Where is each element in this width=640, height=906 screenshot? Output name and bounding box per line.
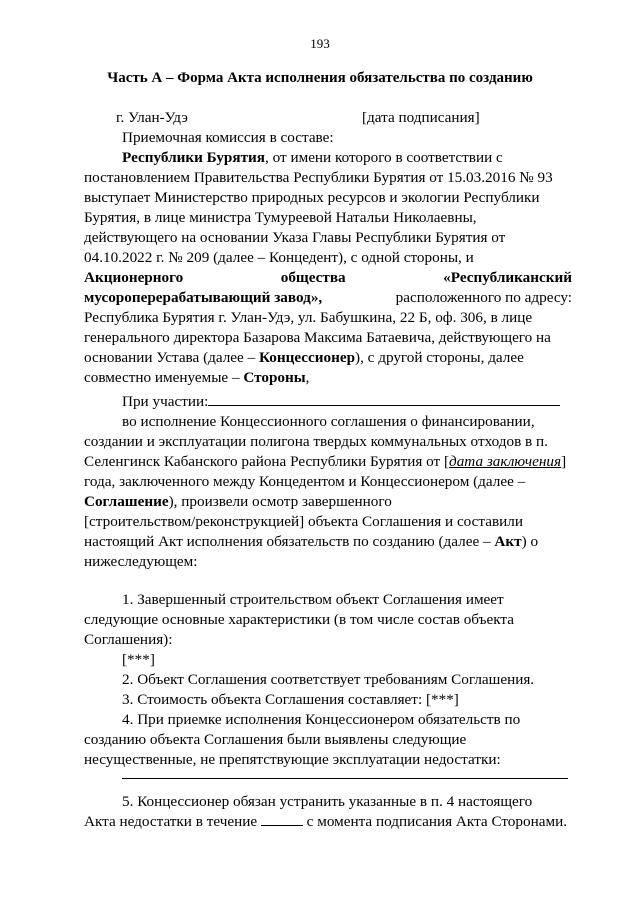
text-line: Соглашения): <box>84 631 173 648</box>
text-line <box>84 392 572 412</box>
text-run: ), произвели осмотр завершенного <box>168 493 392 510</box>
text-line <box>84 268 572 288</box>
defects-blank-line <box>122 778 568 779</box>
participation-label: При участии: <box>122 393 209 410</box>
text-run: основании Устава (далее – <box>84 349 259 366</box>
text-line: выступает Министерство природных ресурсов и экологии Республики <box>84 189 540 206</box>
text-line <box>84 368 572 388</box>
party-1-name: Республики Бурятия <box>122 149 266 166</box>
text-run: Концессионер <box>258 349 356 366</box>
text-line: 04.10.2022 г. № 209 (далее – Концедент), с одной стороны, и <box>84 249 474 266</box>
text-line: создании и эксплуатации полигона твердых коммунальных отходов в п. <box>84 433 548 450</box>
text-line: созданию объекта Соглашения были выявлены следующие <box>84 731 467 748</box>
text-run: общества <box>280 269 346 286</box>
text-line: во исполнение Концессионного соглашения о финансировании, <box>122 413 535 430</box>
commission-label: Приемочная комиссия в составе: <box>122 129 334 146</box>
participation-line <box>84 392 572 412</box>
commission-line <box>84 128 572 148</box>
text-line: [строительством/реконструкцией] объекта Соглашения и составили <box>84 513 523 530</box>
text-line <box>84 492 572 512</box>
text-line: действующего на основании Указа Главы Республики Бурятия от <box>84 229 506 246</box>
text-line <box>84 148 572 168</box>
text-line: постановлением Правительства Республики Бурятия от 15.03.2016 № 93 <box>84 169 553 186</box>
text-line <box>84 532 572 552</box>
text-segment <box>84 452 566 472</box>
text-run: Стороны <box>243 369 306 386</box>
text-run: совместно именуемые – <box>84 369 244 386</box>
text-segment <box>84 532 538 552</box>
text-run: мусороперерабатывающий завод», <box>84 289 323 306</box>
text-run: «Республиканский <box>443 269 572 286</box>
text-run: ), с другой стороны, далее <box>355 349 524 366</box>
text-line <box>84 452 572 472</box>
text-line: 3. Стоимость объекта Соглашения составляет: [***] <box>122 691 459 708</box>
text-run: Акционерного <box>84 269 184 286</box>
text-segment <box>84 348 524 368</box>
item-2 <box>84 670 572 690</box>
document-title: Часть А – Форма Акта исполнения обязательства по созданию <box>107 70 533 86</box>
conclusion-date-placeholder: дата заключения <box>449 453 562 470</box>
text-line: 4. При приемке исполнения Концессионером обязательств по <box>122 711 521 728</box>
text-run: ) о <box>521 533 539 550</box>
text-segment <box>84 492 392 512</box>
text-line: генерального директора Базарова Максима Батаевича, действующего на <box>84 329 551 346</box>
text-line <box>84 812 572 832</box>
page-number: 193 <box>310 36 330 51</box>
text-line: 1. Завершенный строительством объект Соглашения имеет <box>122 591 504 608</box>
paragraph-agreement <box>84 412 572 572</box>
item-1 <box>84 590 572 670</box>
text-run: расположенного по адресу: <box>395 289 572 306</box>
place: г. Улан-Удэ <box>116 109 188 126</box>
text-line <box>84 348 572 368</box>
text-run: Соглашение <box>84 493 169 510</box>
text-run: , от имени которого в соответствии с <box>265 149 503 166</box>
text-line: Бурятия, в лице министра Тумуреевой Натальи Николаевны, <box>84 209 477 226</box>
text-run: Акта недостатки в течение <box>84 813 261 830</box>
term-blank <box>261 825 303 826</box>
signing-date: [дата подписания] <box>362 109 480 126</box>
text-line <box>84 288 572 308</box>
text-line: следующие основные характеристики (в том числе состав объекта <box>84 611 514 628</box>
text-run: , <box>305 369 310 386</box>
text-run: с момента подписания Акта Сторонами. <box>302 813 567 830</box>
text-run: Селенгинск Кабанского района Республики Бурятия от [ <box>84 453 450 470</box>
item-1-placeholder: [***] <box>122 651 155 668</box>
text-line: несущественные, не препятствующие эксплуатации недостатки: <box>84 751 501 768</box>
text-line: 5. Концессионер обязан устранить указанные в п. 4 настоящего <box>122 793 533 810</box>
item-5 <box>84 792 572 832</box>
text-line: года, заключенного между Концедентом и Концессионером (далее – <box>84 473 526 490</box>
item-4 <box>84 710 572 770</box>
text-run: ] <box>561 453 567 470</box>
paragraph-parties <box>84 148 572 388</box>
text-segment <box>122 148 503 168</box>
text-line: Республика Бурятия г. Улан-Удэ, ул. Бабушкина, 22 Б, оф. 306, в лице <box>84 309 533 326</box>
text-line: 2. Объект Соглашения соответствует требованиям Соглашения. <box>122 671 535 688</box>
participation-blank <box>208 405 560 406</box>
item-3 <box>84 690 572 710</box>
text-run: Акт <box>494 533 522 550</box>
text-run: настоящий Акт исполнения обязательств по созданию (далее – <box>84 533 495 550</box>
text-line: нижеследующем: <box>84 553 198 570</box>
